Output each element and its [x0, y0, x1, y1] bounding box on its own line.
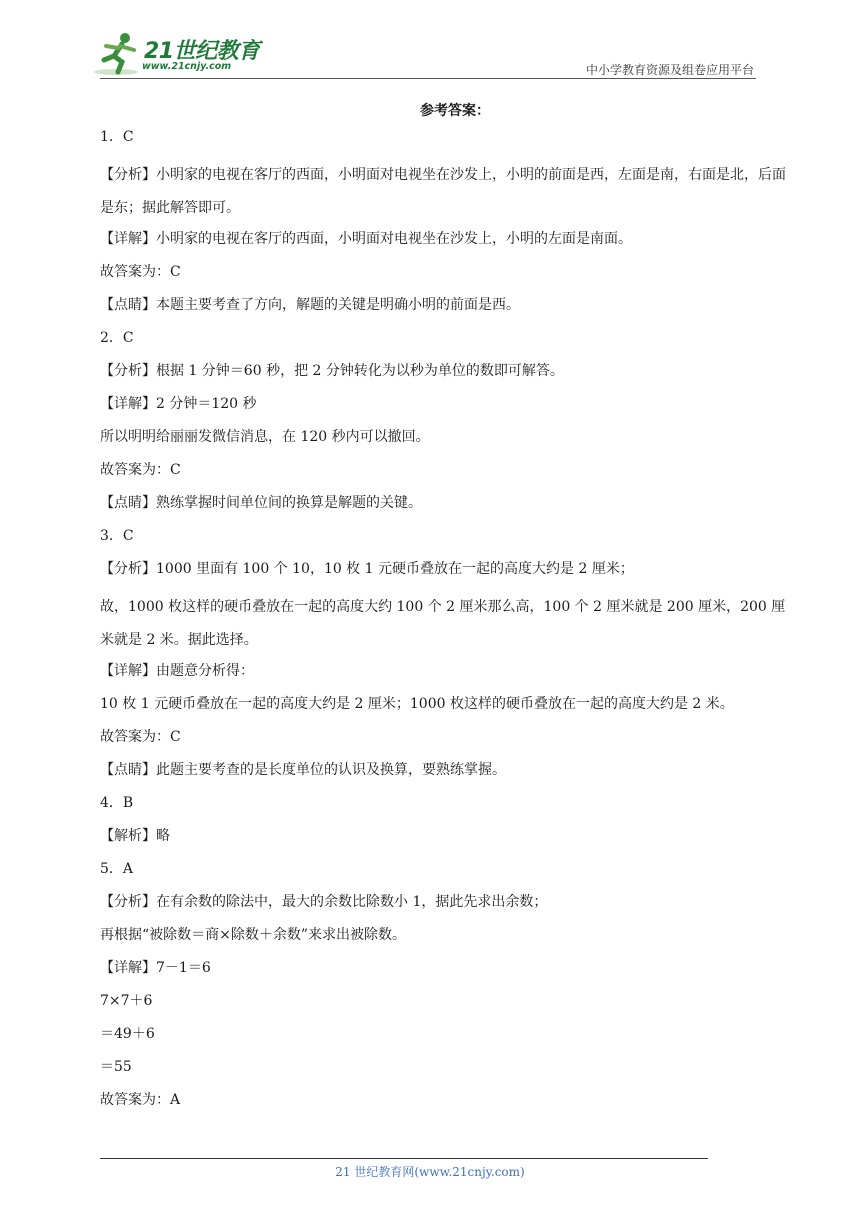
answer-line: ＝55: [100, 1059, 132, 1075]
answer-line: 所以明明给丽丽发微信消息，在 120 秒内可以撤回。: [100, 429, 430, 445]
answer-line: 【点睛】本题主要考查了方向，解题的关键是明确小明的前面是西。: [100, 297, 520, 313]
answer-line: 2．C: [100, 330, 134, 346]
answer-line: 1．C: [100, 129, 134, 145]
answer-line: 【点睛】此题主要考查的是长度单位的认识及换算，要熟练掌握。: [100, 762, 506, 778]
runner-logo-icon: [92, 32, 146, 78]
answer-line: 故答案为：C: [100, 264, 181, 280]
answer-line: 【解析】略: [100, 828, 170, 844]
answer-line: 【详解】小明家的电视在客厅的西面，小明面对电视坐在沙发上，小明的左面是南面。: [100, 231, 632, 247]
page-footer[interactable]: 21 世纪教育网(www.21cnjy.com): [335, 1165, 525, 1179]
answer-line: 【分析】在有余数的除法中，最大的余数比除数小 1，据此先求出余数；: [100, 894, 548, 910]
answer-line: 10 枚 1 元硬币叠放在一起的高度大约是 2 厘米；1000 枚这样的硬币叠放在一起的高度大约是 2 米。: [100, 696, 734, 712]
answer-line: 故答案为：A: [100, 1092, 181, 1108]
answer-content: [100, 96, 790, 1122]
answer-line: 【详解】由题意分析得：: [100, 663, 254, 679]
answer-line: 7×7＋6: [100, 993, 153, 1009]
answer-line: 再根据“被除数＝商×除数＋余数”来求出被除数。: [100, 927, 407, 943]
page-header: [0, 0, 860, 90]
answer-line: 5．A: [100, 861, 134, 877]
logo-text: 21世纪教育: [144, 39, 260, 64]
answer-line: 【分析】根据 1 分钟＝60 秒，把 2 分钟转化为以秒为单位的数即可解答。: [100, 363, 564, 379]
page-title: 参考答案：: [420, 103, 490, 119]
answer-line: 故答案为：C: [100, 729, 181, 745]
platform-name: 中小学教育资源及组卷应用平台: [585, 63, 754, 77]
answer-line: 【点睛】熟练掌握时间单位间的换算是解题的关键。: [100, 495, 422, 511]
logo-url: www.21cnjy.com: [142, 61, 232, 72]
answer-line: ＝49＋6: [100, 1026, 155, 1042]
answer-line: 【分析】1000 里面有 100 个 10，10 枚 1 元硬币叠放在一起的高度大约是 2 厘米；: [100, 561, 634, 577]
answer-line: 【详解】2 分钟＝120 秒: [100, 396, 257, 412]
site-logo[interactable]: [92, 30, 262, 80]
header-divider: [100, 78, 756, 79]
answer-line: 3．C: [100, 528, 134, 544]
footer-divider: [100, 1158, 708, 1159]
answer-line: 【详解】7－1＝6: [100, 960, 211, 976]
answer-line: 故答案为：C: [100, 462, 181, 478]
answer-line: 4．B: [100, 795, 134, 811]
answer-line: 【分析】小明家的电视在客厅的西面，小明面对电视坐在沙发上，小明的前面是西，左面是南，右面是北，后面是东；据此解答即可。: [100, 167, 786, 216]
answer-line: 故，1000 枚这样的硬币叠放在一起的高度大约 100 个 2 厘米那么高，100 个 2 厘米就是 200 厘米，200 厘米就是 2 米。据此选择。: [100, 599, 786, 648]
